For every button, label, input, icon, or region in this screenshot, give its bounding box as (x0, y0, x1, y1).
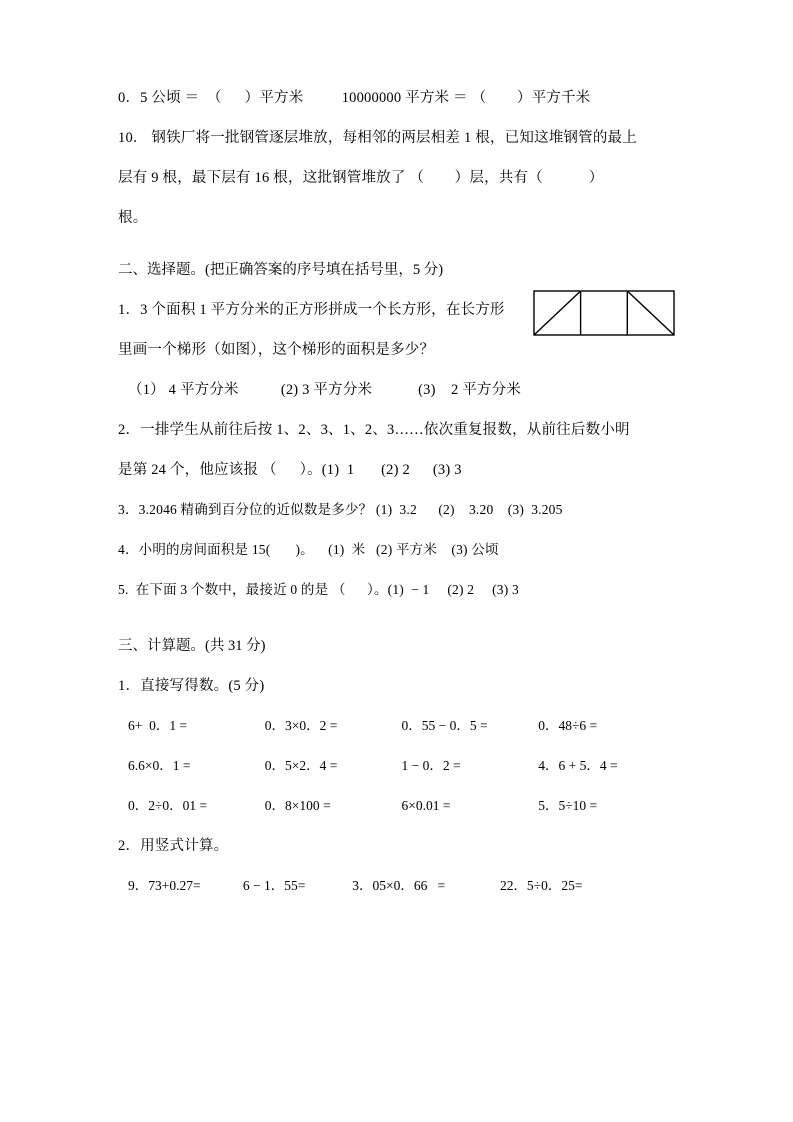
vertical-calc-row (118, 866, 675, 906)
oral-calc-item: 0．3×0．2 = (264, 718, 338, 733)
section-3-heading: 三、计算题。(共 31 分) (118, 638, 266, 654)
question-10-line-1: 10． 钢铁厂将一批钢管逐层堆放，每相邻的两层相差 1 根，已知这堆钢管的最上 (118, 130, 637, 146)
section-2-q4: 4．小明的房间面积是 15( )。 (1) 米 (2) 平方米 (3) 公顷 (118, 542, 499, 557)
oral-calc-row (118, 746, 675, 786)
oral-calc-item: 6×0.01 = (401, 798, 451, 813)
question-10-line-2: 层有 9 根，最下层有 16 根，这批钢管堆放了 （ ）层，共有（ ） (118, 170, 604, 186)
oral-calc-item: 0．48÷6 = (538, 718, 598, 733)
oral-calc-item: 0．55 − 0．5 = (401, 718, 488, 733)
section-3-sub-1: 1．直接写得数。(5 分) (118, 678, 265, 694)
question-10-line-3: 根。 (118, 210, 148, 226)
oral-calc-item: 4．6 + 5．4 = (538, 758, 618, 773)
section-3-sub-2: 2．用竖式计算。 (118, 838, 229, 854)
section-2-q1-line-2: 里画一个梯形（如图），这个梯形的面积是多少？ (118, 342, 435, 358)
vertical-calc-item: 22．5÷0．25= (499, 878, 583, 893)
section-2-q1-options: （1） 4 平方分米 (2) 3 平方分米 (3) 2 平方分米 (128, 382, 522, 398)
section-2-q5: 5. 在下面 3 个数中，最接近 0 的是 （ ）。(1) − 1 (2) 2 (3) 3 (118, 582, 519, 597)
trapezoid-in-rectangle-figure (533, 290, 675, 342)
oral-calc-item: 0．5×2．4 = (264, 758, 338, 773)
oral-calc-row (118, 706, 675, 746)
oral-calc-item: 0．8×100 = (264, 798, 331, 813)
oral-calc-item: 6+ 0．1 = (128, 718, 188, 733)
vertical-calc-item: 9．73+0.27= (128, 878, 201, 893)
oral-calc-item: 5．5÷10 = (538, 798, 598, 813)
unit-conversion-line: 0．5 公顷 ＝ （ ）平方米 10000000 平方米 ＝ （ ）平方千米 (118, 90, 591, 106)
oral-calc-item: 1 − 0．2 = (401, 758, 461, 773)
section-2-q2-line-2: 是第 24 个，他应该报 （ ）。(1) 1 (2) 2 (3) 3 (118, 462, 462, 478)
section-2-question-1 (118, 290, 675, 370)
vertical-calc-item: 6 − 1．55= (242, 878, 306, 893)
oral-calc-row (118, 786, 675, 826)
oral-calc-item: 6.6×0．1 = (128, 758, 191, 773)
section-2-heading: 二、选择题。(把正确答案的序号填在括号里，5 分) (118, 262, 444, 278)
section-2-q3: 3．3.2046 精确到百分位的近似数是多少？ (1) 3.2 (2) 3.20 (3) 3.205 (118, 502, 563, 517)
oral-calc-item: 0．2÷0．01 = (128, 798, 208, 813)
section-2-q1-line-1: 1．3 个面积 1 平方分米的正方形拼成一个长方形，在长方形 (118, 302, 505, 318)
section-2-q2-line-1: 2．一排学生从前往后按 1、2、3、1、2、3……依次重复报数，从前往后数小明 (118, 422, 630, 438)
vertical-calc-item: 3．05×0．66 = (352, 878, 446, 893)
